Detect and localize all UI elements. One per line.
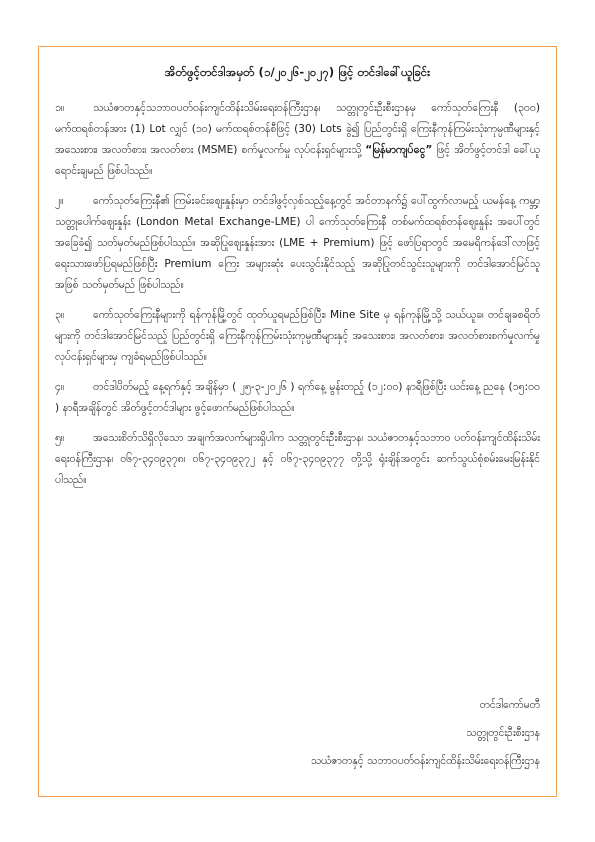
- paragraph-text: ကော်သုတ်ကြေးနီ၏ ကြမ်းခင်းဈေးနှုန်းမှာ တင်ဒါဖွင့်လှစ်သည့်နေ့တွင် အင်တာနက်၌ ပေါ်ထွက်လာမည့် ယမန်နေ့ ကမ္ဘာ့သတ္တုပေါက်ဈေးနှုန်း (London Metal Exchange-LME) ပါ ကော်သုတ်ကြေးနီ တစ်မက်ထရစ်တန်ဈေးနှုန်း အပေါ်တွင် အခြေခံ၍ သတ်မှတ်မည်ဖြစ်ပါသည်။ အဆိုပြုဈေးနှုန်းအား (LME + Premium) ဖြင့် ဖော်ပြရာတွင် အမေရိကန်ဒေါ်လာဖြင့် ရေးသားဖော်ပြရမည်ဖြစ်ပြီး Premium ကြေး အများဆုံး ပေးသွင်းနိုင်သည့် အဆိုပြုတင်သွင်းသူများကို တင်ဒါအောင်မြင်သူအဖြစ် သတ်မှတ်မည် ဖြစ်ပါသည်။: [55, 195, 540, 291]
- signature-department: သတ္တုတွင်းဦးစီးဌာန: [466, 727, 540, 739]
- paragraph-text: အသေးစိတ်သိရှိလိုသော အချက်အလက်များရှိပါက သတ္တုတွင်းဦးစီးဌာန၊ သယံဇာတနှင့်သဘာဝ ပတ်ဝန်းကျင်ထိန်းသိမ်းရေးဝန်ကြီးဌာန၊ ၀၆၇-၃၄၀၉၃၇၈၊ ၀၆၇-၃၄၀၉၃၇၂ နှင့် ၀၆၇-၃၄၀၉၃၇၇ တို့သို့ ရုံးချိန်အတွင်း ဆက်သွယ်စုံစမ်းမေးမြန်းနိုင်ပါသည်။: [55, 432, 540, 486]
- paragraph-number: ၂။: [55, 195, 64, 207]
- signature-committee: တင်ဒါကော်မတီ: [479, 699, 540, 711]
- paragraph-text: ကော်သုတ်ကြေးနီများကို ရန်ကုန်မြို့တွင် ထုတ်ယူရမည်ဖြစ်ပြီး၊ Mine Site မှ ရန်ကုန်မြို့သို့ သယ်ယူခ၊ တင်ချခစရိတ်များကို တင်ဒါအောင်မြင်သည့် ပြည်တွင်းရှိ ကြေးနီကုန်ကြမ်းသုံးကုမ္ပဏီများနှင့် အသေးစား၊ အလတ်စား၊ အလတ်စားစက်မှုလက်မှုလုပ်ငန်းရှင်များမှ ကျခံရမည်ဖြစ်ပါသည်။: [55, 309, 540, 363]
- paragraph-4: [55, 377, 540, 419]
- paragraph-text: တင်ဒါပိတ်မည့် နေ့ရက်နှင့် အချိန်မှာ ( ၂၅-၃-၂၀၂၆ ) ရက်နေ့ မွန်းတည့် (၁၂:၀၀) နာရီဖြစ်ပြီး ယင်းနေ့ ညနေ (၁၅:၀၀ ) နာရီအချိန်တွင် အိတ်ဖွင့်တင်ဒါများ ဖွင့်ဖောက်မည်ဖြစ်ပါသည်။: [55, 381, 540, 414]
- paragraph-5: [55, 428, 540, 491]
- paragraph-text: သယံဇာတနှင့်သဘာဝပတ်ဝန်းကျင်ထိန်းသိမ်းရေးဝန်ကြီးဌာန၊ သတ္တုတွင်းဦးစီးဌာနမှ ကော်သုတ်ကြေးနီ (၃၀၀) မက်ထရစ်တန်အား (1) Lot လျှင် (၁၀) မက်ထရစ်တန်စီဖြင့် (30) Lots ခွဲ၍ ပြည်တွင်းရှိ ကြေးနီကုန်ကြမ်းသုံးကုမ္ပဏီများနှင့် အသေးစား၊ အလတ်စား၊ အလတ်စား (MSME) စက်မှုလက်မှု လုပ်ငန်းရှင်များသို့: [55, 102, 540, 156]
- paragraph-text-end: ဖြင့် အိတ်ဖွင့်တင်ဒါ ခေါ်ယူရောင်းချမည် ဖြစ်ပါသည်။: [55, 144, 540, 177]
- paragraph-3: [55, 305, 540, 368]
- paragraph-number: ၁။: [55, 102, 65, 114]
- paragraph-number: ၅။: [55, 432, 65, 444]
- paragraph-1: [55, 98, 540, 182]
- document-title: အိတ်ဖွင့်တင်ဒါအမှတ် (၁/၂၀၂၆-၂၀၂၇) ဖြင့် တင်ဒါခေါ်ယူခြင်း: [164, 65, 431, 79]
- document-frame: [38, 46, 557, 797]
- paragraph-bold-text: “မြန်မာကျပ်ငွေ”: [365, 144, 433, 156]
- signature-ministry: သယံဇာတနှင့် သဘာဝပတ်ဝန်းကျင်ထိန်းသိမ်းရေးဝန်ကြီးဌာန: [310, 755, 540, 767]
- paragraph-number: ၄။: [55, 381, 65, 393]
- paragraph-2: [55, 191, 540, 296]
- signature-block: [311, 691, 540, 775]
- paragraph-number: ၃။: [55, 309, 65, 321]
